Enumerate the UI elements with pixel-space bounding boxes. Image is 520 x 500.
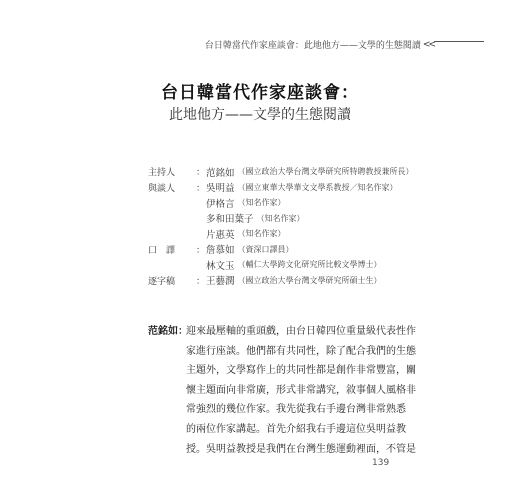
speaker-label: 范銘如： — [148, 326, 188, 337]
roster-affiliation: （知名作家） — [237, 198, 286, 208]
article-subtitle: 此地他方——文學的生態閱讀 — [169, 107, 351, 123]
page-number: 139 — [372, 458, 390, 468]
roster-affiliation: （資深口譯員） — [237, 244, 294, 254]
article-title: 台日韓當代作家座談會： — [161, 83, 359, 103]
speech-line: 的兩位作家講起。首先介紹我右手邊這位吳明益教 — [186, 424, 406, 435]
roster-name: 伊格言 — [206, 198, 235, 210]
roster-row — [148, 195, 414, 211]
roster-row — [148, 242, 414, 258]
roster-affiliation: （國立政治大學台灣文學研究所特聘教授兼所長） — [237, 167, 414, 177]
speech-line: 迎來最壓軸的重頭戲，由台日韓四位重量級代表性作 — [186, 326, 416, 337]
running-head-text: 台日韓當代作家座談會：此地他方——文學的生態閱讀 — [204, 41, 421, 51]
roster-name: 范銘如 — [206, 167, 235, 179]
running-head — [205, 38, 434, 51]
roster-row — [148, 273, 414, 289]
roster-affiliation: （輔仁大學跨文化研究所比較文學博士） — [237, 260, 382, 270]
roster-affiliation: （國立東華大學華文文學系教授／知名作家） — [237, 182, 398, 192]
roster-affiliation: （國立政治大學台灣文學研究所碩士生） — [237, 275, 382, 285]
roster-role: 與談人 — [148, 183, 176, 194]
roster-row — [148, 257, 414, 273]
roster-colon: ： — [196, 183, 206, 194]
roster-affiliation: （知名作家） — [237, 229, 286, 239]
speech-line: 授。吳明益教授是我們在台灣生態運動裡面，不管是 — [186, 443, 416, 455]
roster-row — [148, 226, 414, 242]
roster-name: 多和田葉子 — [206, 214, 254, 226]
roster-role: 逐字稿 — [148, 276, 176, 287]
roster-colon: ： — [196, 245, 206, 256]
roster-name: 林文玉 — [206, 260, 235, 272]
speech-line: 家進行座談。他們都有共同性，除了配合我們的生態 — [186, 345, 416, 357]
roster-role: 口 譯 — [148, 245, 176, 256]
roster-colon: ： — [196, 168, 206, 179]
running-head-mark: << — [422, 39, 434, 50]
participant-roster — [148, 164, 414, 288]
roster-colon: ： — [196, 276, 206, 287]
roster-name: 王藝潤 — [206, 276, 235, 288]
speech-line: 常強烈的幾位作家。我先從我右手邊台灣非常熟悉 — [186, 404, 406, 416]
roster-row — [148, 164, 414, 180]
running-head-rule — [434, 41, 484, 42]
speech-line: 主題外，文學寫作上的共同性都是創作非常豐富，關 — [186, 365, 416, 377]
roster-name: 詹慕如 — [206, 245, 235, 257]
roster-affiliation: （知名作家） — [256, 213, 305, 223]
roster-row — [148, 180, 414, 196]
roster-name: 吳明益 — [206, 183, 235, 195]
roster-row — [148, 211, 414, 227]
speech-line: 懷主題面向非常廣，形式非常講究，敘事個人風格非 — [186, 384, 416, 396]
roster-role: 主持人 — [148, 168, 176, 179]
roster-name: 片惠英 — [206, 229, 235, 241]
